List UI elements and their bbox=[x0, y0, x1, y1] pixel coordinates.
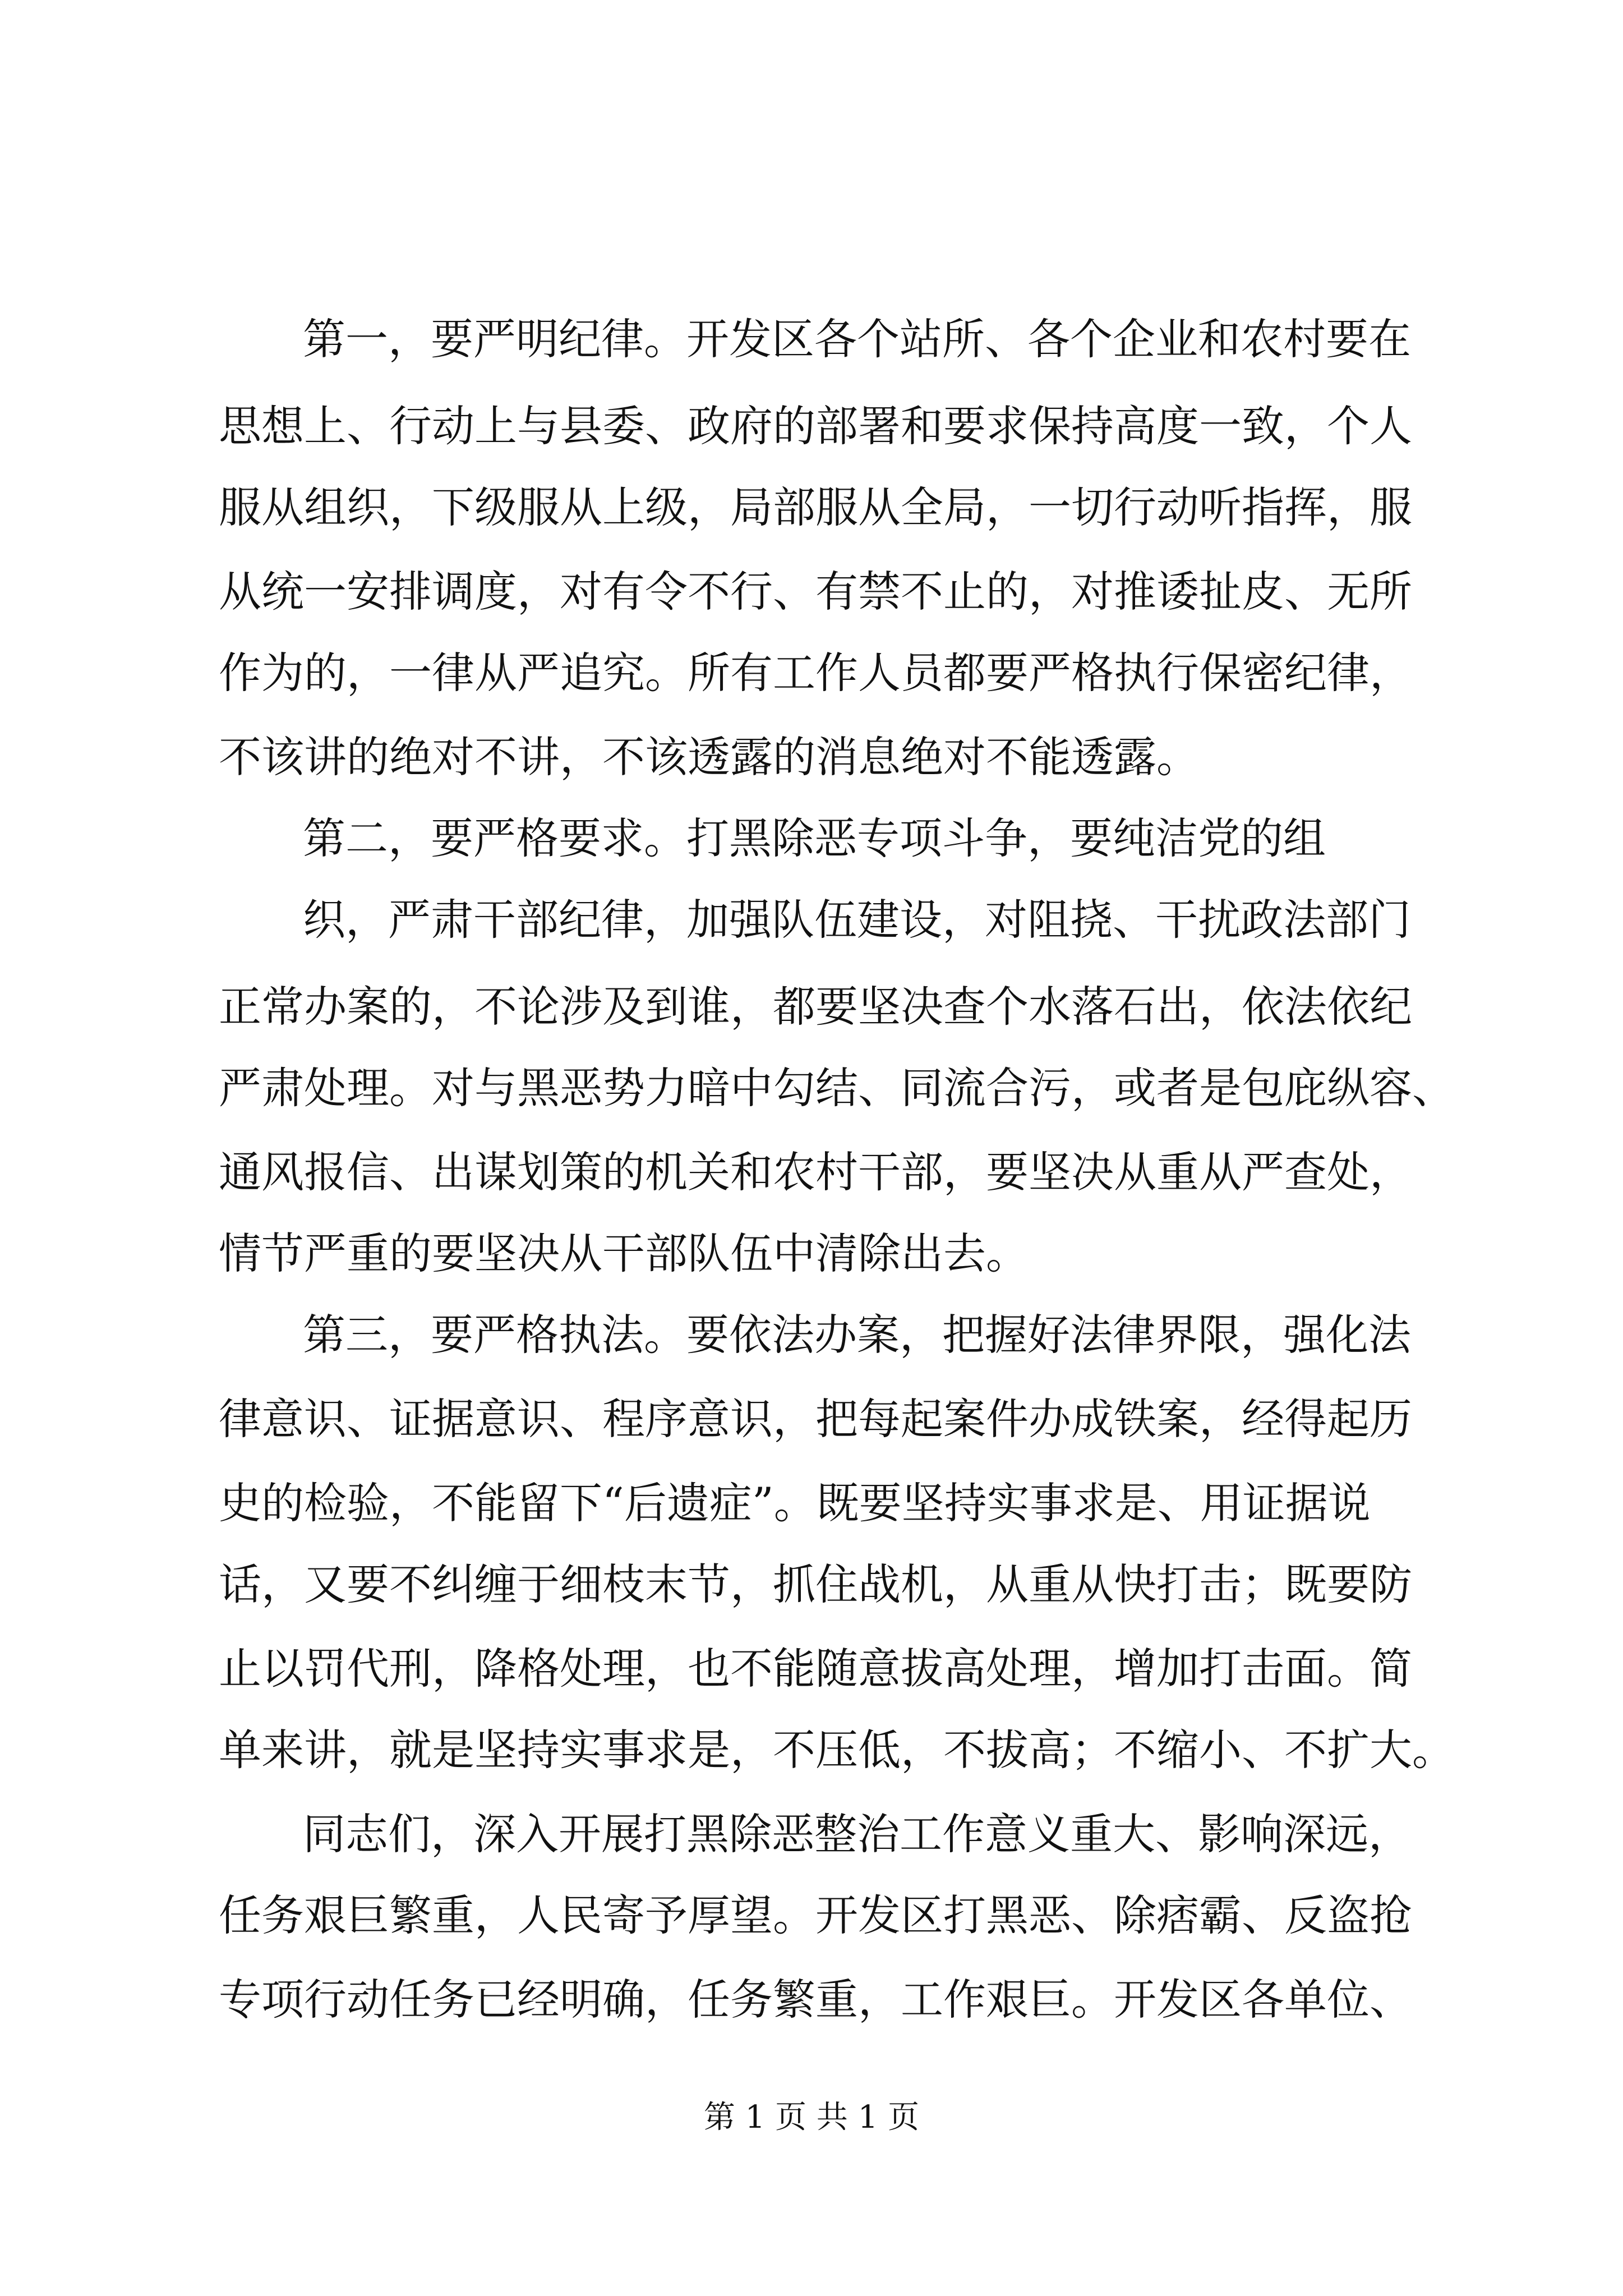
text-line: 第一，要严明纪律。开发区各个站所、各个企业和农村要在 bbox=[303, 314, 1411, 364]
text-line: 同志们，深入开展打黑除恶整治工作意义重大、影响深远， bbox=[303, 1809, 1411, 1859]
text-line: 律意识、证据意识、程序意识，把每起案件办成铁案，经得起历 bbox=[219, 1394, 1412, 1444]
text-line: 不该讲的绝对不讲，不该透露的消息绝对不能透露。 bbox=[219, 732, 1199, 782]
page-footer: 第 1 页 共 1 页 bbox=[703, 2099, 920, 2136]
text-line: 专项行动任务已经明确，任务繁重，工作艰巨。开发区各单位、 bbox=[219, 1975, 1412, 2024]
text-line: 第二，要严格要求。打黑除恶专项斗争，要纯洁党的组 bbox=[303, 813, 1326, 863]
text-line: 织，严肃干部纪律，加强队伍建设，对阻挠、干扰政法部门 bbox=[303, 895, 1411, 945]
text-line: 第三，要严格执法。要依法办案，把握好法律界限，强化法 bbox=[303, 1310, 1411, 1360]
text-line: 服从组织，下级服从上级，局部服从全局，一切行动听指挥，服 bbox=[219, 482, 1412, 532]
text-line: 单来讲，就是坚持实事求是，不压低，不拔高；不缩小、不扩大。 bbox=[219, 1725, 1455, 1775]
text-line: 思想上、行动上与县委、政府的部署和要求保持高度一致，个人 bbox=[219, 401, 1412, 451]
text-line: 通风报信、出谋划策的机关和农村干部，要坚决从重从严查处， bbox=[219, 1147, 1412, 1197]
text-line: 情节严重的要坚决从干部队伍中清除出去。 bbox=[219, 1228, 1029, 1278]
text-line: 止以罚代刑，降格处理，也不能随意拔高处理，增加打击面。简 bbox=[219, 1644, 1412, 1694]
text-line: 正常办案的，不论涉及到谁，都要坚决查个水落石出，依法依纪 bbox=[219, 982, 1412, 1032]
text-line: 严肃处理。对与黑恶势力暗中勾结、同流合污，或者是包庇纵容、 bbox=[219, 1063, 1455, 1113]
text-line: 史的检验，不能留下“后遗症”。既要坚持实事求是、用证据说 bbox=[219, 1478, 1371, 1528]
text-line: 任务艰巨繁重，人民寄予厚望。开发区打黑恶、除痞霸、反盗抢 bbox=[219, 1890, 1412, 1940]
text-line: 话，又要不纠缠于细枝末节，抓住战机，从重从快打击；既要防 bbox=[219, 1559, 1412, 1609]
text-line: 从统一安排调度，对有令不行、有禁不止的，对推诿扯皮、无所 bbox=[219, 567, 1412, 616]
text-line: 作为的，一律从严追究。所有工作人员都要严格执行保密纪律， bbox=[219, 648, 1412, 698]
